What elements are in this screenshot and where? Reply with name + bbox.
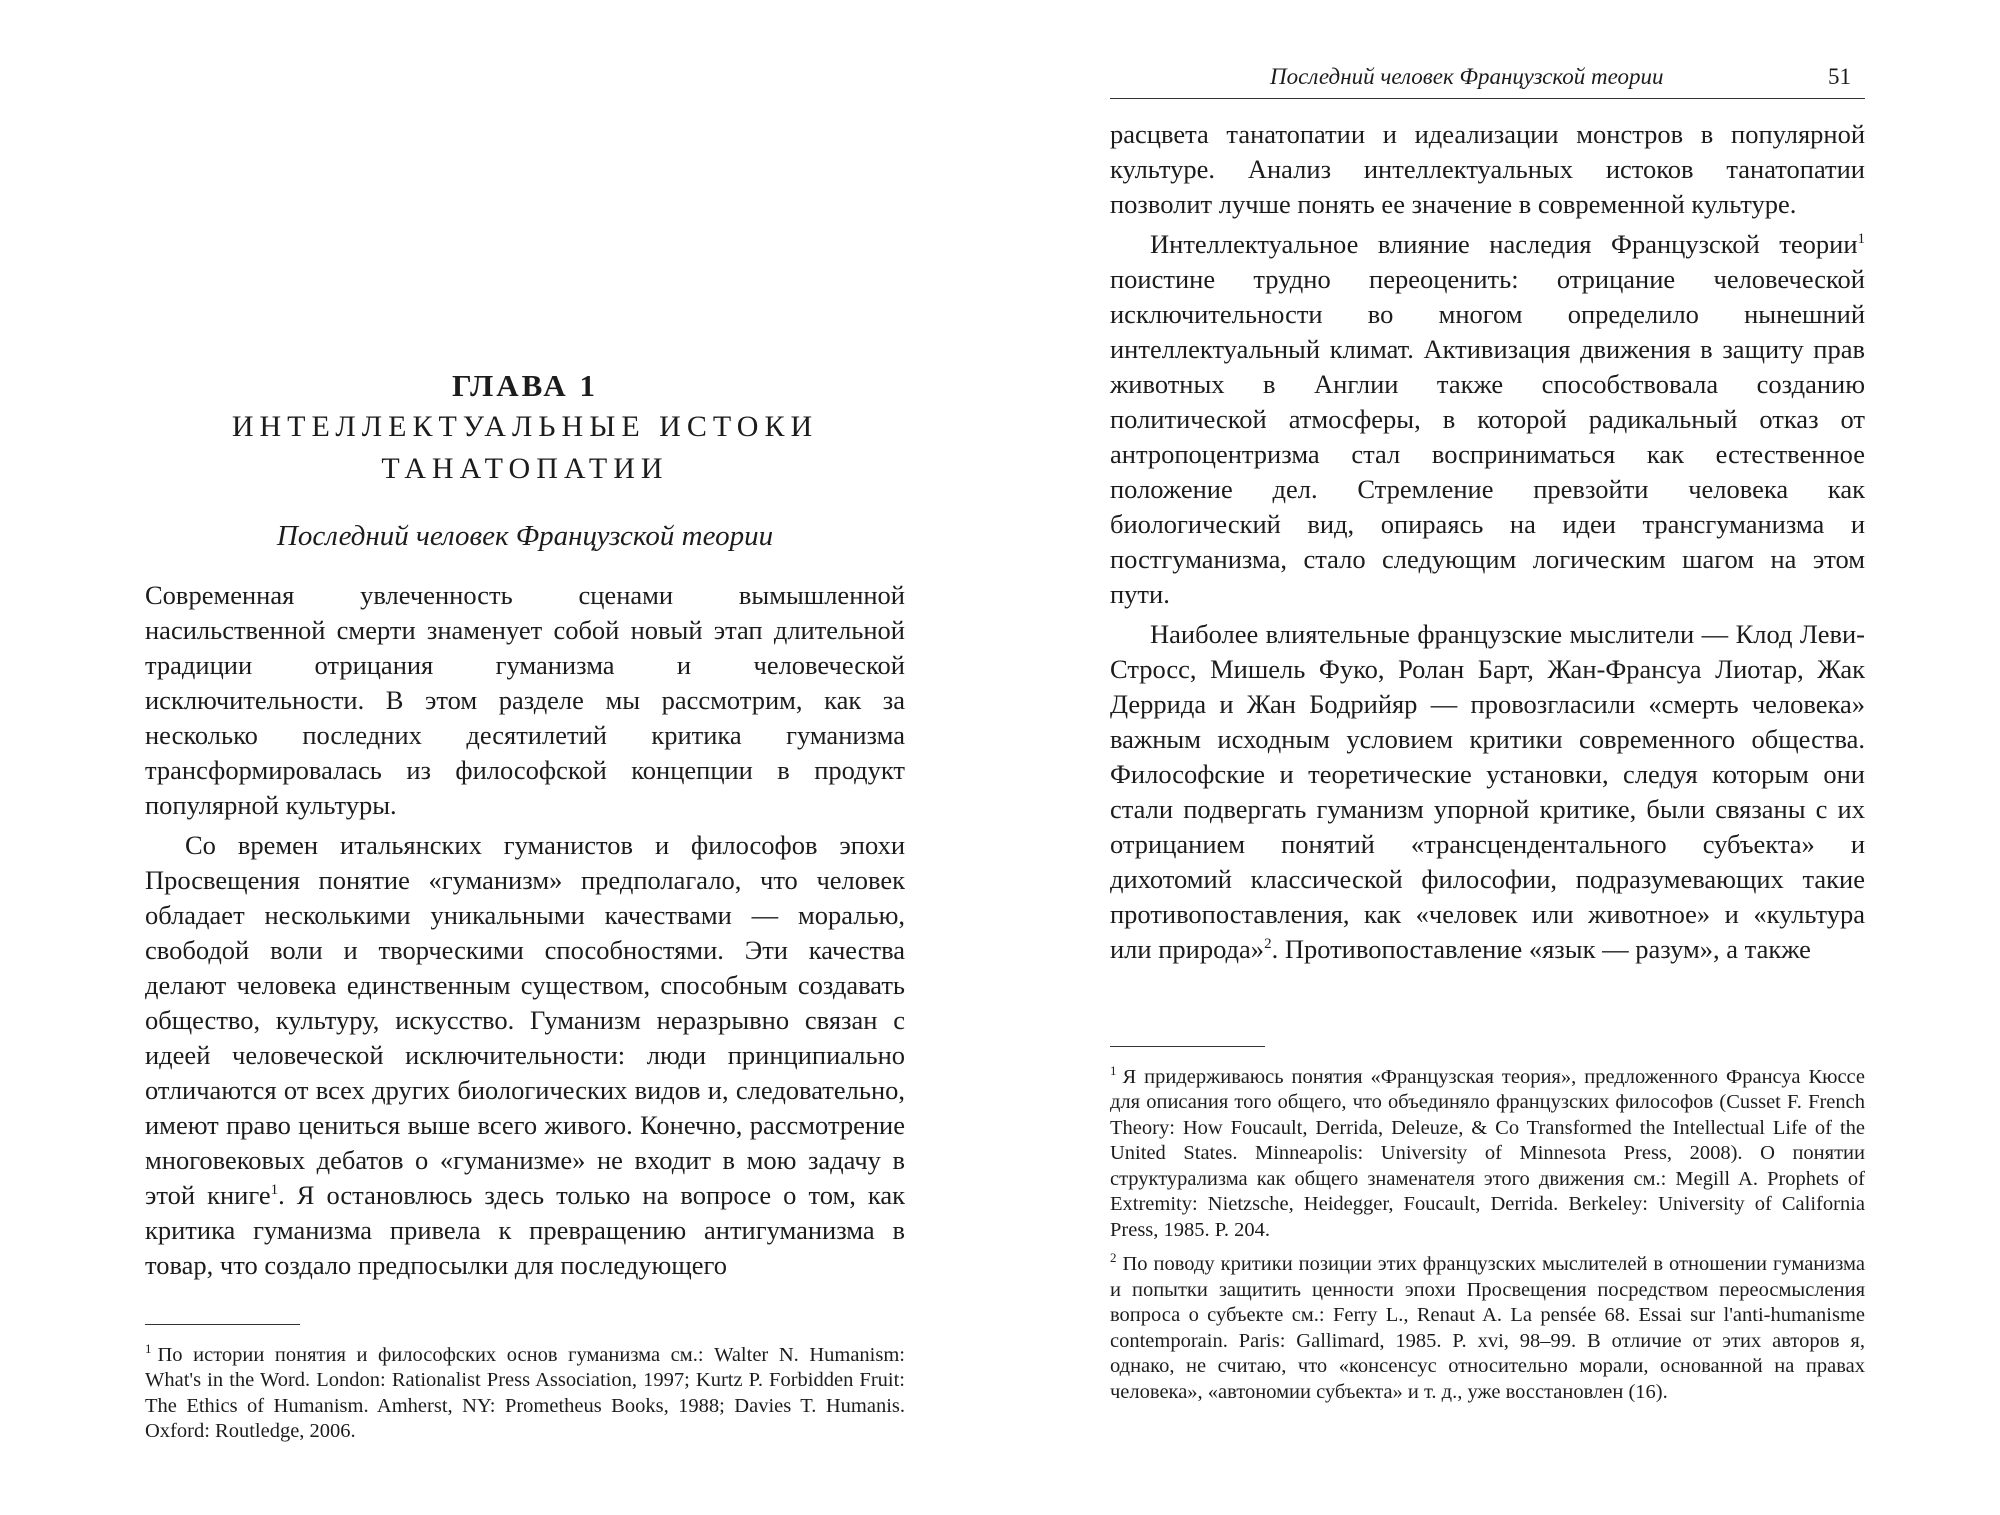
- right-body-text: [1110, 117, 1865, 972]
- right-paragraph-3: [1110, 617, 1865, 967]
- right-paragraph-3-tail: . Противопоставление «язык — разум», а также: [1271, 934, 1811, 964]
- right-page: [1110, 0, 1865, 1515]
- footnote-divider: [1110, 1046, 1265, 1047]
- footnote-number: 2: [1110, 1250, 1117, 1266]
- left-footnote-1: [145, 1336, 905, 1445]
- chapter-number: ГЛАВА 1: [452, 368, 598, 403]
- footnote-number: 1: [1110, 1063, 1117, 1078]
- page-number: 51: [1828, 64, 1851, 89]
- right-paragraph-3-head: Наиболее влиятельные французские мыслители — Клод Леви-Стросс, Мишель Фуко, Ролан Барт, Жан-Франсуа Лиотар, Жак Деррида и Жан Бодрийяр — провозгласили «смерть человека» важным исходным условием критики современного общества. Философские и теоретические установки, следуя которым они стали подвергать гуманизм упорной критике, были связаны с их отрицанием понятий «трансцендентального субъекта» и дихотомий классической философии, подразумевающих такие противопоставления, как «человек или животное» и «культура или природа»: [1110, 619, 1865, 964]
- right-paragraph-2-head: Интеллектуальное влияние наследия Французской теории: [1150, 229, 1858, 259]
- chapter-title-line-2: ТАНАТОПАТИИ: [381, 452, 669, 485]
- right-paragraph-2: [1110, 227, 1865, 612]
- footnote-ref-2[interactable]: 2: [1264, 936, 1272, 953]
- right-footnote-2: [1110, 1245, 1865, 1405]
- left-page: [145, 0, 905, 1515]
- left-paragraph-1: Современная увлеченность сценами вымышленной насильственной смерти знаменует собой новый этап длительной традиции отрицания гуманизма и человеческой исключительности. В этом разделе мы рассмотрим, как за несколько последних десятилетий критика гуманизма трансформировалась из философской концепции в продукт популярной культуры.: [145, 580, 905, 820]
- chapter-heading: [145, 366, 905, 490]
- left-paragraph-2-text: Со времен итальянских гуманистов и философов эпохи Просвещения понятие «гуманизм» предполагало, что человек обладает несколькими уникальными качествами — моралью, свободой воли и творческими способностями. Эти качества делают человека единственным существом, способным создавать общество, культуру, искусство. Гуманизм неразрывно связан с идеей человеческой исключительности: люди принципиально отличаются от всех других биологических видов и, следовательно, имеют право цениться выше всего живого. Конечно, рассмотрение многовековых дебатов о «гуманизме» не входит в мою задачу в этой книге: [145, 830, 905, 1210]
- footnote-text: Я придерживаюсь понятия «Французская теория», предложенного Франсуа Кюссе для описания того общего, что объединяло французских философов (Cusset F. French Theory: How Foucault, Derrida, Deleuze, & Co Transformed the Intellectual Life of the United States. Minneapolis: University of Minnesota Press, 2008). О понятии структурализма как общего знаменателя этого движения см.: Megill A. Prophets of Extremity: Nietzsche, Heidegger, Foucault, Derrida. Berkeley: University of California Press, 1985. P. 204.: [1110, 1065, 1865, 1241]
- section-title: Последний человек Французской теории: [276, 520, 774, 552]
- running-head: [1110, 62, 1865, 99]
- right-paragraph-2-tail: поистине трудно переоценить: отрицание человеческой исключительности во многом определило нынешний интеллектуальный климат. Активизация движения в защиту прав животных в Англии также способствовала созданию политической атмосферы, в которой радикальный отказ от антропоцентризма стал восприниматься как естественное положение дел. Стремление превзойти человека как биологический вид, опираясь на идеи трансгуманизма и постгуманизма, стало следующим логическим шагом на этом пути.: [1110, 264, 1865, 609]
- left-paragraph-2: [145, 828, 905, 1283]
- footnote-text: По истории понятия и философских основ гуманизма см.: Walter N. Humanism: What's in the Word. London: Rationalist Press Association, 1997; Kurtz P. Forbidden Fruit: The Ethics of Humanism. Amherst, NY: Prometheus Books, 1988; Davies T. Humanis. Oxford: Routledge, 2006.: [145, 1343, 905, 1443]
- right-paragraph-1: расцвета танатопатии и идеализации монстров в популярной культуре. Анализ интеллектуальных истоков танатопатии позволит лучше понять ее значение в современной культуре.: [1110, 119, 1865, 219]
- left-paragraph-2-tail: . Я остановлюсь здесь только на вопросе о том, как критика гуманизма привела к превращению антигуманизма в товар, что создало предпосылки для последующего: [145, 1180, 905, 1280]
- footnote-ref-1[interactable]: 1: [1857, 231, 1865, 248]
- left-footnotes: [145, 1336, 905, 1447]
- running-head-title: Последний человек Французской теории: [1270, 64, 1664, 89]
- chapter-title-line-1: ИНТЕЛЛЕКТУАЛЬНЫЕ ИСТОКИ: [231, 410, 819, 443]
- footnote-number: 1: [145, 1341, 152, 1356]
- footnote-divider: [145, 1324, 300, 1325]
- right-footnote-1: [1110, 1058, 1865, 1243]
- footnote-text: По поводу критики позиции этих французских мыслителей в отношении гуманизма и попытки защитить ценности эпохи Просвещения посредством переосмысления вопроса о субъекте см.: Ferry L., Renaut A. La pensée 68. Essai sur l'anti-humanisme contemporain. Paris: Gallimard, 1985. P. xvi, 98–99. В отличие от этих авторов я, однако, не считаю, что «консенсус относительно морали, основанной на правах человека», «автономии субъекта» и т. д., уже восстановлен (16).: [1110, 1253, 1865, 1403]
- footnote-ref-1[interactable]: 1: [270, 1182, 279, 1199]
- left-body-text: [145, 578, 905, 1288]
- right-footnotes: [1110, 1058, 1865, 1407]
